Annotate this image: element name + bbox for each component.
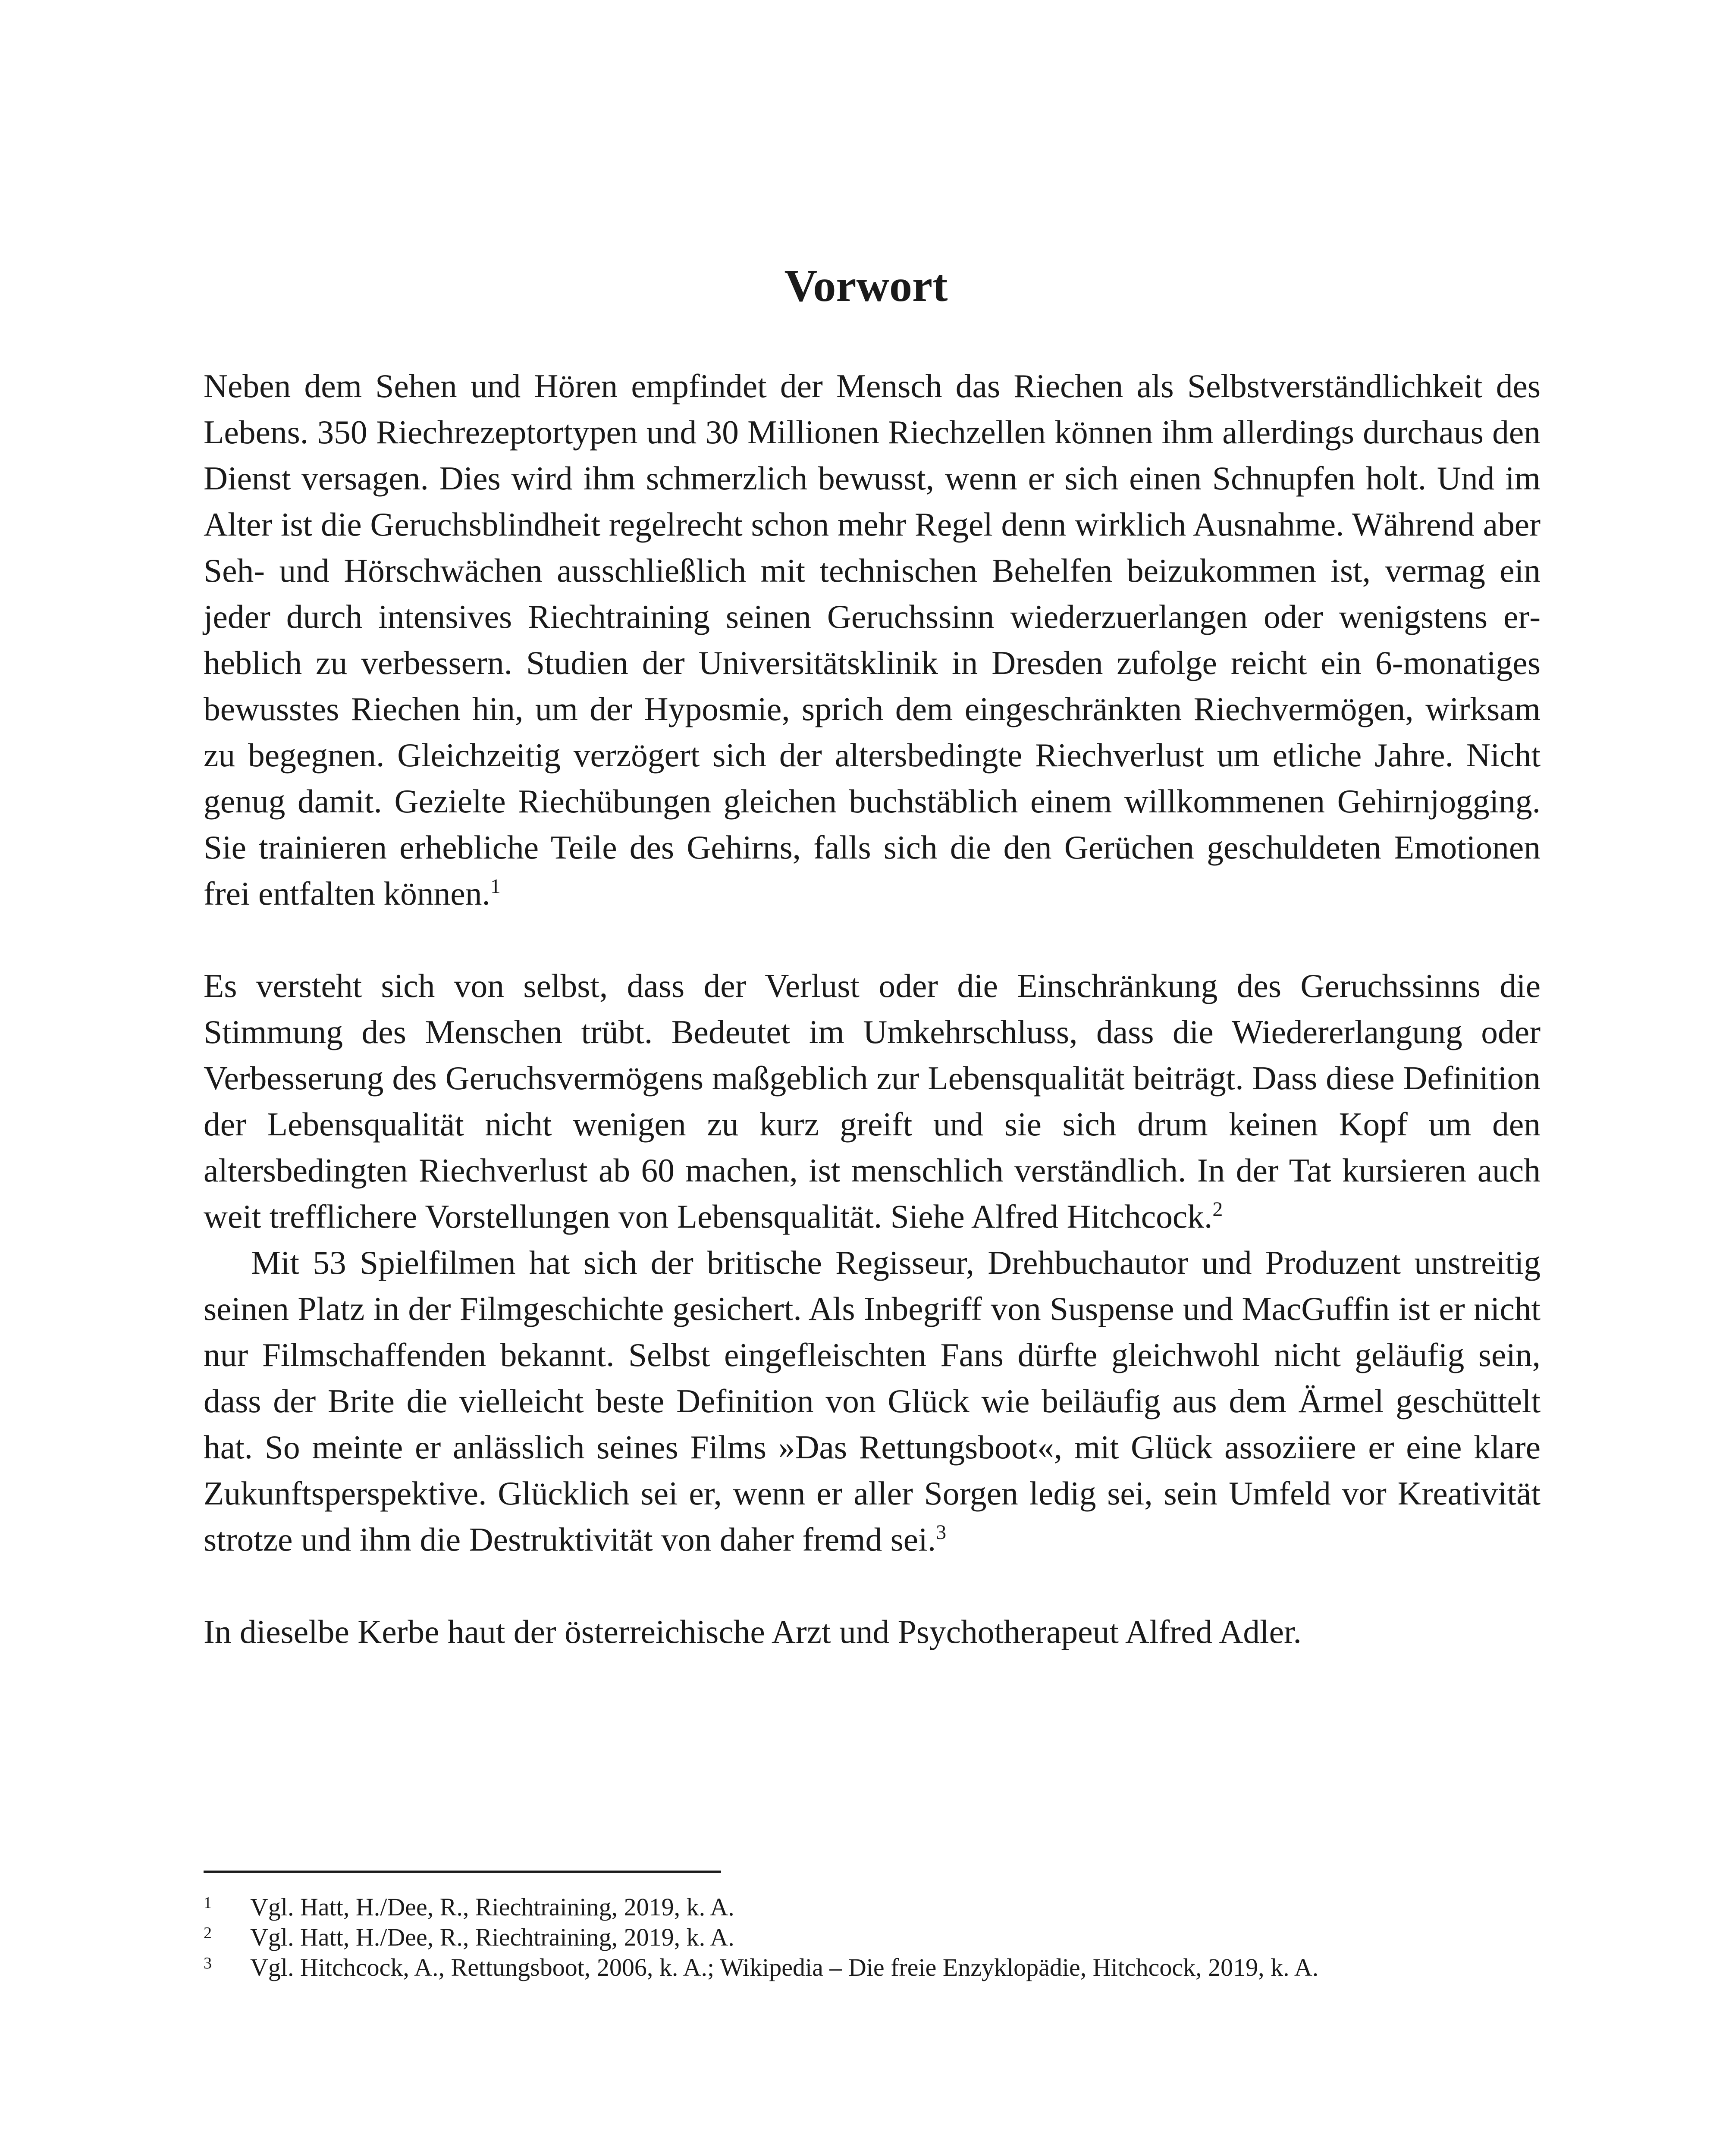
footnote-2	[204, 1922, 1541, 1952]
footnote-number: 1	[204, 1894, 212, 1912]
paragraph-text: Neben dem Sehen und Hören empfindet der Mensch das Riechen als Selbstverständlichkeit des Lebens. 350 Riechrezeptortypen und 30 Millionen Riechzellen können ihm allerdings durchaus den Dienst versagen. Dies wird ihm schmerzlich bewusst, wenn er sich einen Schnupfen holt. Und im Alter ist die Geruchsblindheit regelrecht schon mehr Regel denn wirklich Ausnahme. Während aber Seh- und Hörschwächen ausschließlich mit technischen Behelfen beizukommen ist, vermag ein jeder durch intensives Riechtraining seinen Geruchssinn wiederzuerlangen oder wenigstens erheblich zu verbessern. Studien der Universitätsklinik in Dresden zufolge reicht ein 6-monatiges bewusstes Riechen hin, um der Hyposmie, sprich dem eingeschränkten Riechvermögen, wirksam zu begegnen. Gleichzeitig verzögert sich der altersbedingte Riechverlust um etliche Jahre. Nicht genug damit. Gezielte Riechübungen gleichen buchstäblich einem willkommenen Gehirnjogging. Sie trainieren erhebliche Teile des Gehirns, falls sich die den Gerüchen geschuldeten Emotionen frei entfalten können.	[204, 367, 1541, 912]
footnote-3	[204, 1952, 1541, 1983]
footnote-number: 3	[204, 1954, 212, 1972]
paragraph-text: Es versteht sich von selbst, dass der Verlust oder die Einschränkung des Geruchssinns die Stimmung des Menschen trübt. Bedeutet im Umkehrschluss, dass die Wiedererlangung oder Verbesserung des Geruchsvermögens maßgeblich zur Lebensqualität beiträgt. Dass diese Definition der Lebensqualität nicht wenigen zu kurz greift und sie sich drum keinen Kopf um den altersbedingten Riechverlust ab 60 machen, ist menschlich verständlich. In der Tat kursieren auch weit trefflichere Vorstellungen von Lebensqualität. Siehe Alfred Hitchcock.	[204, 967, 1541, 1235]
paragraph-3	[204, 1240, 1541, 1563]
footnote-ref-1[interactable]: 1	[490, 875, 501, 898]
footnote-text: Vgl. Hatt, H./Dee, R., Riechtraining, 2019, k. A.	[250, 1893, 734, 1921]
paragraph-text: In dieselbe Kerbe haut der österreichische Arzt und Psychotherapeut Alfred Adler.	[204, 1613, 1302, 1650]
footnote-text: Vgl. Hitchcock, A., Rettungsboot, 2006, k. A.; Wikipedia – Die freie Enzyklopädie, Hitchcock, 2019, k. A.	[250, 1953, 1319, 1981]
footnote-number: 2	[204, 1924, 212, 1942]
footnote-separator	[204, 1871, 721, 1873]
paragraph-1	[204, 363, 1541, 917]
paragraph-text: Mit 53 Spielfilmen hat sich der britische Regisseur, Drehbuchautor und Produzent unstreitig seinen Platz in der Filmgeschichte gesichert. Als Inbegriff von Suspense und MacGuffin ist er nicht nur Filmschaffenden bekannt. Selbst eingefleischten Fans dürfte gleichwohl nicht geläufig sein, dass der Brite die vielleicht beste Definition von Glück wie beiläufig aus dem Ärmel geschüttelt hat. So meinte er anlässlich seines Films »Das Rettungsboot«, mit Glück assoziiere er eine klare Zukunftsperspektive. Glücklich sei er, wenn er aller Sorgen ledig sei, sein Umfeld vor Kreativität strotze und ihm die Destruktivität von daher fremd sei.	[204, 1244, 1541, 1558]
page-title: Vorwort	[784, 260, 948, 311]
footnote-text: Vgl. Hatt, H./Dee, R., Riechtraining, 2019, k. A.	[250, 1923, 734, 1951]
paragraph-4	[204, 1609, 1541, 1655]
footnote-ref-3[interactable]: 3	[936, 1521, 947, 1544]
body-text	[204, 363, 1541, 1655]
paragraph-2	[204, 963, 1541, 1240]
footnote-ref-2[interactable]: 2	[1212, 1198, 1223, 1221]
footnote-1	[204, 1892, 1541, 1922]
footnotes	[204, 1892, 1541, 1983]
